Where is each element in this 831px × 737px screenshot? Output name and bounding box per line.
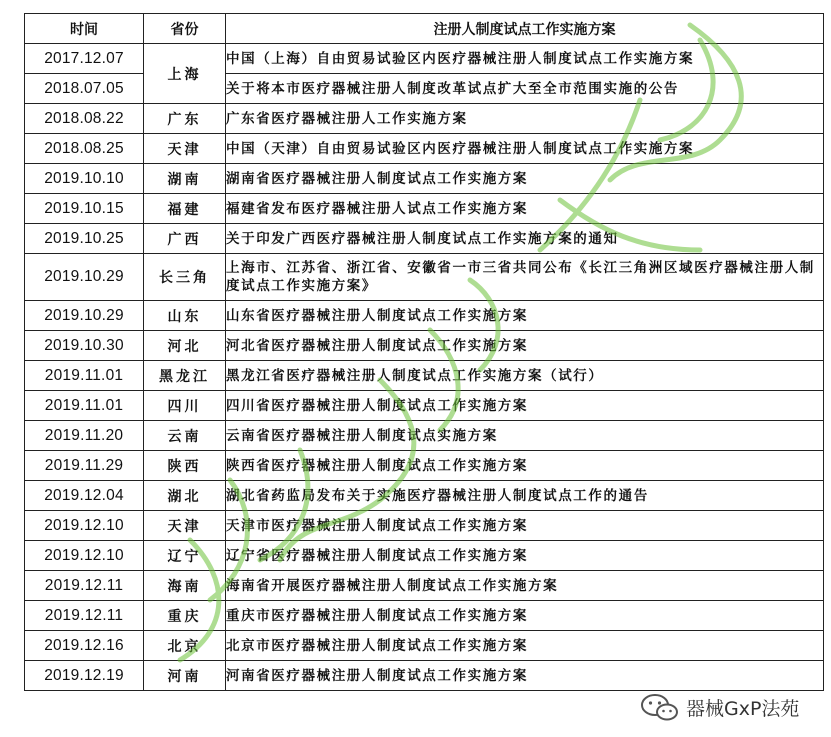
plan-title-cell: 河南省医疗器械注册人制度试点工作实施方案 — [226, 661, 824, 691]
province-cell: 四川 — [144, 391, 226, 421]
table-row — [25, 254, 824, 301]
plan-title-cell: 广东省医疗器械注册人工作实施方案 — [226, 104, 824, 134]
plan-title-cell: 关于印发广西医疗器械注册人制度试点工作实施方案的通知 — [226, 224, 824, 254]
plan-title-cell: 中国（天津）自由贸易试验区内医疗器械注册人制度试点工作实施方案 — [226, 134, 824, 164]
province-cell: 上海 — [144, 44, 226, 104]
registrant-pilot-table — [24, 13, 824, 691]
province-cell: 河北 — [144, 331, 226, 361]
footer-brand-label: 器械GxP法苑 — [686, 697, 800, 720]
date-cell: 2019.10.25 — [25, 224, 144, 254]
plan-title-cell: 重庆市医疗器械注册人制度试点工作实施方案 — [226, 601, 824, 631]
header-province: 省份 — [144, 14, 226, 44]
province-cell: 重庆 — [144, 601, 226, 631]
table-row — [25, 44, 824, 74]
province-cell: 河南 — [144, 661, 226, 691]
province-cell: 广东 — [144, 104, 226, 134]
header-plan-title: 注册人制度试点工作实施方案 — [226, 14, 824, 44]
plan-title-cell: 北京市医疗器械注册人制度试点工作实施方案 — [226, 631, 824, 661]
plan-title-cell: 黑龙江省医疗器械注册人制度试点工作实施方案（试行） — [226, 361, 824, 391]
date-cell: 2019.12.10 — [25, 541, 144, 571]
table-row — [25, 164, 824, 194]
province-cell: 云南 — [144, 421, 226, 451]
table-body — [25, 44, 824, 691]
table-row — [25, 194, 824, 224]
table-row — [25, 361, 824, 391]
province-cell: 福建 — [144, 194, 226, 224]
date-cell: 2019.11.20 — [25, 421, 144, 451]
date-cell: 2019.10.29 — [25, 254, 144, 301]
plan-title-cell: 陕西省医疗器械注册人制度试点工作实施方案 — [226, 451, 824, 481]
plan-title-cell: 四川省医疗器械注册人制度试点工作实施方案 — [226, 391, 824, 421]
province-cell: 陕西 — [144, 451, 226, 481]
plan-title-cell: 辽宁省医疗器械注册人制度试点工作实施方案 — [226, 541, 824, 571]
plan-title-cell: 湖南省医疗器械注册人制度试点工作实施方案 — [226, 164, 824, 194]
wechat-icon — [640, 692, 680, 722]
plan-title-cell: 福建省发布医疗器械注册人试点工作实施方案 — [226, 194, 824, 224]
table-row — [25, 134, 824, 164]
date-cell: 2019.10.15 — [25, 194, 144, 224]
date-cell: 2019.10.30 — [25, 331, 144, 361]
table-header-row — [25, 14, 824, 44]
date-cell: 2019.12.11 — [25, 601, 144, 631]
province-cell: 湖南 — [144, 164, 226, 194]
header-date: 时间 — [25, 14, 144, 44]
date-cell: 2019.11.29 — [25, 451, 144, 481]
date-cell: 2019.12.04 — [25, 481, 144, 511]
province-cell: 北京 — [144, 631, 226, 661]
date-cell: 2018.07.05 — [25, 74, 144, 104]
province-cell: 天津 — [144, 134, 226, 164]
table-row — [25, 391, 824, 421]
plan-title-cell: 山东省医疗器械注册人制度试点工作实施方案 — [226, 301, 824, 331]
province-cell: 长三角 — [144, 254, 226, 301]
table-row — [25, 661, 824, 691]
table-row — [25, 451, 824, 481]
province-cell: 天津 — [144, 511, 226, 541]
date-cell: 2019.12.16 — [25, 631, 144, 661]
province-cell: 海南 — [144, 571, 226, 601]
plan-title-cell: 湖北省药监局发布关于实施医疗器械注册人制度试点工作的通告 — [226, 481, 824, 511]
date-cell: 2017.12.07 — [25, 44, 144, 74]
date-cell: 2019.11.01 — [25, 361, 144, 391]
date-cell: 2019.12.11 — [25, 571, 144, 601]
table-row — [25, 601, 824, 631]
plan-title-cell: 海南省开展医疗器械注册人制度试点工作实施方案 — [226, 571, 824, 601]
plan-title-cell: 上海市、江苏省、浙江省、安徽省一市三省共同公布《长江三角洲区域医疗器械注册人制度试点工作实施方案》 — [226, 254, 824, 301]
table-row — [25, 541, 824, 571]
province-cell: 山东 — [144, 301, 226, 331]
plan-title-cell: 河北省医疗器械注册人制度试点工作实施方案 — [226, 331, 824, 361]
province-cell: 辽宁 — [144, 541, 226, 571]
date-cell: 2019.11.01 — [25, 391, 144, 421]
date-cell: 2019.10.10 — [25, 164, 144, 194]
footer-brand — [640, 690, 825, 724]
date-cell: 2019.12.19 — [25, 661, 144, 691]
plan-title-cell: 中国（上海）自由贸易试验区内医疗器械注册人制度试点工作实施方案 — [226, 44, 824, 74]
table-row — [25, 301, 824, 331]
date-cell: 2019.12.10 — [25, 511, 144, 541]
date-cell: 2018.08.25 — [25, 134, 144, 164]
table-row — [25, 224, 824, 254]
table-row — [25, 421, 824, 451]
province-cell: 黑龙江 — [144, 361, 226, 391]
date-cell: 2019.10.29 — [25, 301, 144, 331]
province-cell: 广西 — [144, 224, 226, 254]
province-cell: 湖北 — [144, 481, 226, 511]
table-row — [25, 571, 824, 601]
plan-title-cell: 关于将本市医疗器械注册人制度改革试点扩大至全市范围实施的公告 — [226, 74, 824, 104]
table-row — [25, 511, 824, 541]
date-cell: 2018.08.22 — [25, 104, 144, 134]
table-row — [25, 481, 824, 511]
plan-title-cell: 云南省医疗器械注册人制度试点实施方案 — [226, 421, 824, 451]
table-row — [25, 331, 824, 361]
table-row — [25, 104, 824, 134]
plan-title-cell: 天津市医疗器械注册人制度试点工作实施方案 — [226, 511, 824, 541]
table-row — [25, 631, 824, 661]
